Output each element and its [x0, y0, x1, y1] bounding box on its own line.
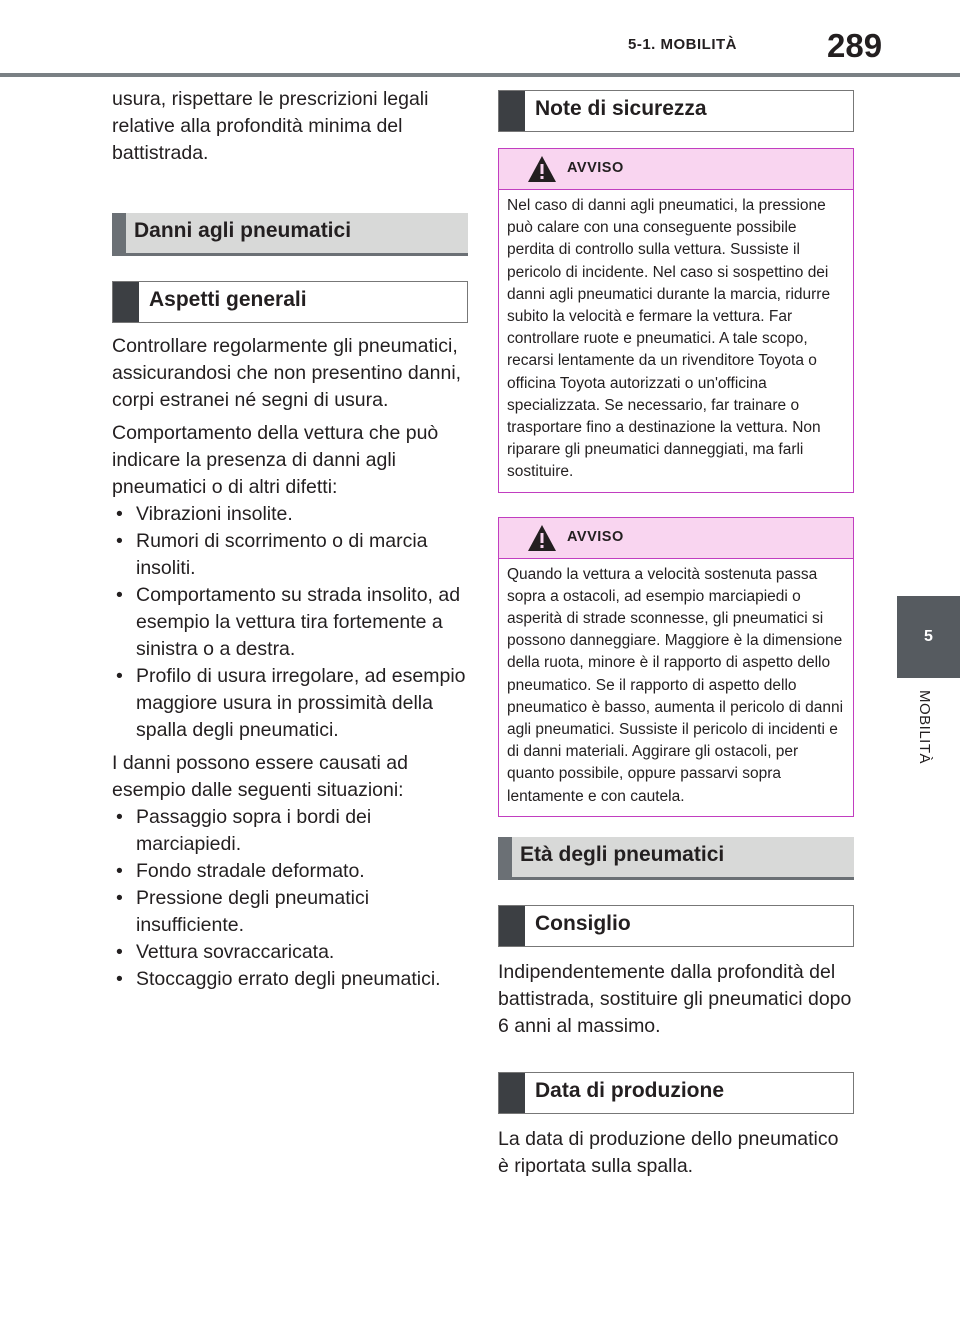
- section-heading-text: Età degli pneumatici: [520, 842, 725, 866]
- warning-title: AVVISO: [567, 160, 624, 176]
- subheading-bar: [113, 282, 139, 322]
- production-paragraph: La data di produzione dello pneumatico è riportata sulla spalla.: [498, 1127, 839, 1177]
- warning-text: Nel caso di danni agli pneumatici, la pressione può calare con una conseguente possibile perdita di controllo sulla vettura. Sussiste il pericolo di incidente. Nel caso si sospettino dei danni agli pneumatici durante la marcia, ridurre subito la velocità e fermare la vettura. Far controllare ruote e pneumatici. A tale scopo, recarsi lentamente da un rivenditore Toyota o officina Toyota autorizzati o un'officina specializzata. Se necessario, far trainare o trasportare fino a destinazione la vettura. Non riparare gli pneumatici danneggiati, ma farli sostituire.: [507, 197, 831, 481]
- section-heading-text: Danni agli pneumatici: [134, 219, 352, 242]
- warning-header: [499, 149, 853, 190]
- list-item: • Passaggio sopra i bordi dei marciapiedi.: [112, 804, 468, 858]
- subheading-text: Aspetti generali: [149, 288, 307, 311]
- warning-text: Quando la vettura a velocità sostenuta passa sopra a ostacoli, ad esempio marciapiedi o asperità di strade sconnesse, gli pneumatici si possono danneggiare. Maggiore è la dimensione della ruota, minore è il rapporto di aspetto dello pneumatico. Se il rapporto di aspetto dello pneumatico è basso, aumenta il pericolo di danni agli pneumatici. Sussiste il pericolo di incidenti e di danni materiali. Aggirare gli ostacoli, per quanto possibile, oppure passarvi sopra lentamente e con cautela.: [507, 565, 844, 805]
- list-item: • Fondo stradale deformato.: [112, 858, 468, 885]
- warning-title: AVVISO: [567, 528, 624, 545]
- damage-symptoms-list: [112, 501, 468, 744]
- intro-paragraph: usura, rispettare le prescrizioni legali relative alla profondità minima del battistrada.: [112, 88, 429, 164]
- paragraph-behavior: Comportamento della vettura che può indicare la presenza di danni agli pneumatici o di altri difetti:: [112, 422, 439, 498]
- advice-paragraph: Indipendentemente dalla profondità del battistrada, sostituire gli pneumatici dopo 6 anni al massimo.: [498, 960, 852, 1037]
- subheading-text: Data di produzione: [535, 1078, 724, 1102]
- heading-bar: [498, 837, 512, 877]
- list-item: • Pressione degli pneumatici insufficiente.: [112, 885, 468, 939]
- section-label: 5-1. MOBILITÀ: [628, 36, 738, 53]
- subheading-production-date: [498, 1072, 854, 1114]
- subheading-text: Note di sicurezza: [535, 97, 707, 120]
- section-heading-tire-damage: [112, 213, 468, 256]
- warning-box: [498, 148, 854, 493]
- chapter-label: MOBILITÀ: [916, 690, 933, 765]
- paragraph-causes: I danni possono essere causati ad esempio dalle seguenti situazioni:: [112, 752, 408, 801]
- subheading-bar: [499, 906, 525, 946]
- warning-box: [498, 517, 854, 817]
- subheading-bar: [499, 1073, 525, 1113]
- list-item: • Rumori di scorrimento o di marcia insoliti.: [112, 528, 468, 582]
- paragraph-check: Controllare regolarmente gli pneumatici, assicurandosi che non presentino danni, corpi estranei né segni di usura.: [112, 335, 462, 411]
- chapter-number: 5: [924, 628, 933, 645]
- list-item: • Profilo di usura irregolare, ad esempio maggiore usura in prossimità della spalla degli pneumatici.: [112, 663, 468, 744]
- header-rule: [0, 73, 960, 77]
- subheading-text: Consiglio: [535, 911, 631, 935]
- list-item: • Comportamento su strada insolito, ad esempio la vettura tira fortemente a sinistra o a destra.: [112, 582, 468, 663]
- subheading-general: [112, 281, 468, 323]
- list-item: • Vibrazioni insolite.: [112, 501, 468, 528]
- left-column: [112, 86, 468, 993]
- warning-triangle-icon: [527, 155, 557, 183]
- damage-causes-list: [112, 804, 468, 993]
- subheading-advice: [498, 905, 854, 947]
- warning-triangle-icon: [527, 524, 557, 552]
- chapter-tab[interactable]: [897, 596, 960, 678]
- subheading-safety: [498, 90, 854, 132]
- page-number: 289: [827, 27, 883, 64]
- heading-bar: [112, 213, 126, 253]
- right-column: [498, 90, 854, 1180]
- section-heading-tire-age: [498, 837, 854, 880]
- list-item: • Stoccaggio errato degli pneumatici.: [112, 966, 468, 993]
- warning-header: [499, 518, 853, 559]
- list-item: • Vettura sovraccaricata.: [112, 939, 468, 966]
- subheading-bar: [499, 91, 525, 131]
